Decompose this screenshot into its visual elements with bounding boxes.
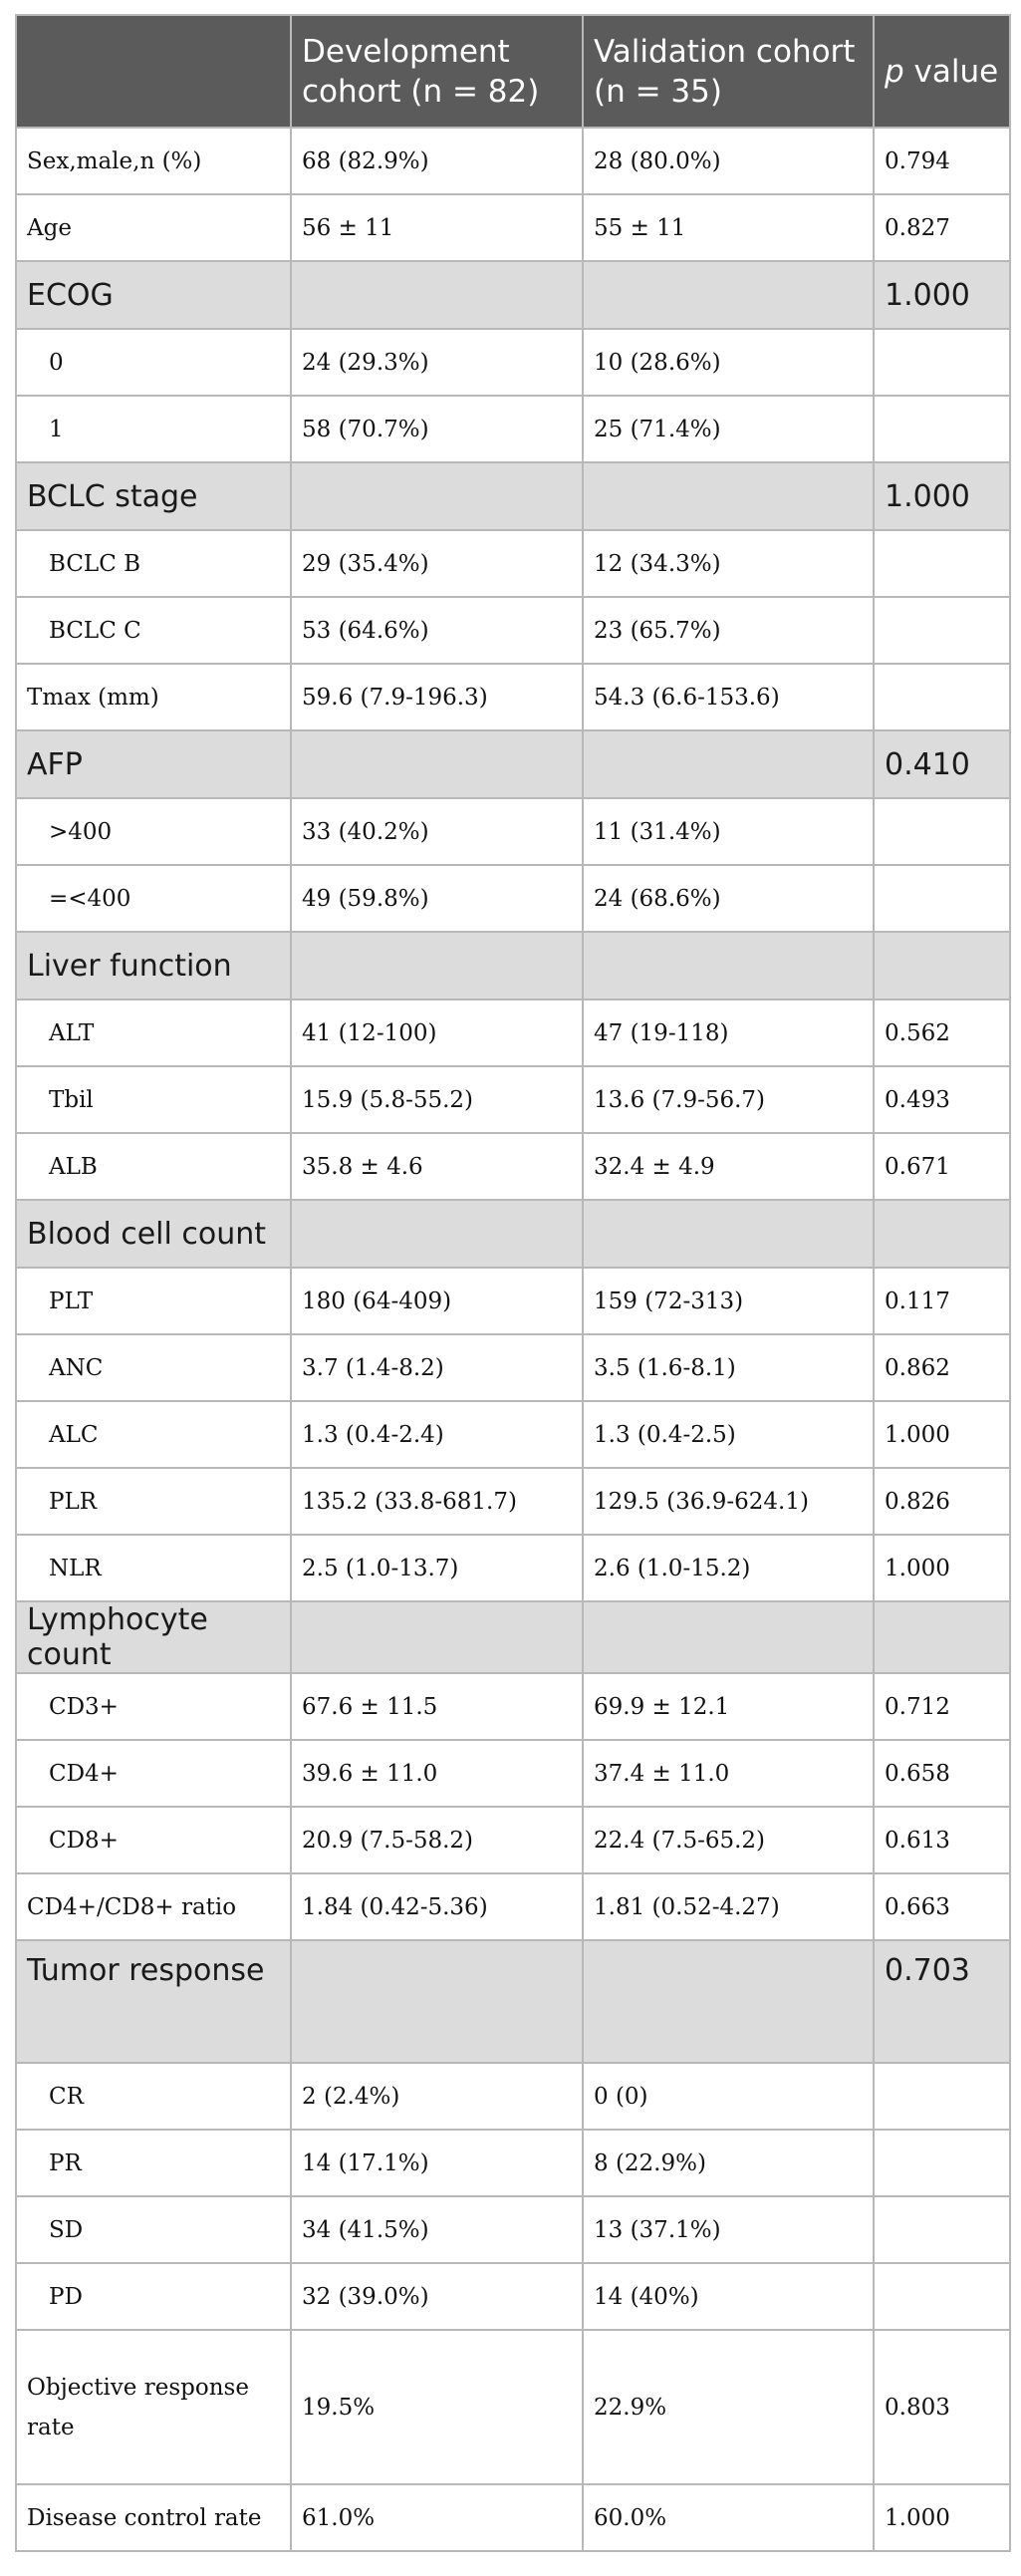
table-row [16, 865, 1010, 932]
validation-cohort-cell: 60.0% [583, 2484, 874, 2551]
p-value-cell [874, 329, 1010, 396]
validation-cohort-cell: 32.4 ± 4.9 [583, 1133, 874, 1200]
table-row [16, 1535, 1010, 1601]
development-cohort-cell [291, 1601, 583, 1673]
development-cohort-cell: 29 (35.4%) [291, 530, 583, 597]
p-value-cell: 0.827 [874, 194, 1010, 261]
p-value-cell: 0.493 [874, 1066, 1010, 1133]
development-cohort-cell: 41 (12-100) [291, 1000, 583, 1066]
row-label: PD [16, 2263, 291, 2330]
p-value-cell [874, 2130, 1010, 2196]
row-label: Liver function [16, 932, 291, 1000]
table-row [16, 1066, 1010, 1133]
validation-cohort-cell: 23 (65.7%) [583, 597, 874, 664]
development-cohort-cell: 33 (40.2%) [291, 798, 583, 865]
development-cohort-cell: 49 (59.8%) [291, 865, 583, 932]
row-label: AFP [16, 730, 291, 798]
row-label: BCLC stage [16, 462, 291, 530]
header-development-cohort: Development cohort (n = 82) [291, 15, 583, 128]
table-row [16, 1807, 1010, 1873]
table-row [16, 1334, 1010, 1401]
row-label: ALC [16, 1401, 291, 1468]
development-cohort-cell [291, 261, 583, 329]
row-label: BCLC B [16, 530, 291, 597]
validation-cohort-cell: 55 ± 11 [583, 194, 874, 261]
validation-cohort-cell: 129.5 (36.9-624.1) [583, 1468, 874, 1535]
p-value-cell: 0.117 [874, 1268, 1010, 1334]
validation-cohort-cell: 1.81 (0.52-4.27) [583, 1873, 874, 1940]
validation-cohort-cell: 10 (28.6%) [583, 329, 874, 396]
table-row [16, 530, 1010, 597]
validation-cohort-cell [583, 261, 874, 329]
p-value-cell [874, 2063, 1010, 2130]
cohort-characteristics-table [15, 14, 1011, 2552]
section-header-row [16, 730, 1010, 798]
row-label: Lymphocyte count [16, 1601, 291, 1673]
row-label: ALT [16, 1000, 291, 1066]
row-label: CR [16, 2063, 291, 2130]
section-header-row [16, 1940, 1010, 2063]
p-value-cell: 0.410 [874, 730, 1010, 798]
table-row [16, 1673, 1010, 1740]
p-value-cell: 1.000 [874, 2484, 1010, 2551]
row-label: PR [16, 2130, 291, 2196]
validation-cohort-cell: 24 (68.6%) [583, 865, 874, 932]
row-label: ANC [16, 1334, 291, 1401]
table-row [16, 2063, 1010, 2130]
validation-cohort-cell: 22.9% [583, 2330, 874, 2484]
table-row [16, 597, 1010, 664]
header-row [16, 15, 1010, 128]
row-label: >400 [16, 798, 291, 865]
section-header-row [16, 261, 1010, 329]
p-value-cell [874, 798, 1010, 865]
p-value-cell: 1.000 [874, 261, 1010, 329]
table-row [16, 329, 1010, 396]
row-label: PLT [16, 1268, 291, 1334]
development-cohort-cell: 61.0% [291, 2484, 583, 2551]
row-label: =<400 [16, 865, 291, 932]
validation-cohort-cell: 54.3 (6.6-153.6) [583, 664, 874, 730]
validation-cohort-cell: 13 (37.1%) [583, 2196, 874, 2263]
validation-cohort-cell: 22.4 (7.5-65.2) [583, 1807, 874, 1873]
table-body [16, 128, 1010, 2551]
p-value-cell [874, 2196, 1010, 2263]
development-cohort-cell: 20.9 (7.5-58.2) [291, 1807, 583, 1873]
row-label: CD3+ [16, 1673, 291, 1740]
validation-cohort-cell: 1.3 (0.4-2.5) [583, 1401, 874, 1468]
table-row [16, 194, 1010, 261]
p-value-cell [874, 597, 1010, 664]
validation-cohort-cell [583, 932, 874, 1000]
table-header [16, 15, 1010, 128]
p-value-cell: 0.794 [874, 128, 1010, 194]
section-header-row [16, 932, 1010, 1000]
development-cohort-cell: 53 (64.6%) [291, 597, 583, 664]
development-cohort-cell: 2.5 (1.0-13.7) [291, 1535, 583, 1601]
p-value-cell: 0.658 [874, 1740, 1010, 1807]
table-row [16, 1268, 1010, 1334]
row-label: CD8+ [16, 1807, 291, 1873]
section-header-row [16, 1601, 1010, 1673]
validation-cohort-cell: 14 (40%) [583, 2263, 874, 2330]
development-cohort-cell: 59.6 (7.9-196.3) [291, 664, 583, 730]
validation-cohort-cell: 37.4 ± 11.0 [583, 1740, 874, 1807]
development-cohort-cell [291, 1200, 583, 1268]
row-label: PLR [16, 1468, 291, 1535]
validation-cohort-cell: 25 (71.4%) [583, 396, 874, 462]
validation-cohort-cell [583, 462, 874, 530]
development-cohort-cell: 2 (2.4%) [291, 2063, 583, 2130]
p-value-cell [874, 865, 1010, 932]
validation-cohort-cell [583, 1940, 874, 2063]
development-cohort-cell: 34 (41.5%) [291, 2196, 583, 2263]
section-header-row [16, 462, 1010, 530]
table-row [16, 396, 1010, 462]
p-value-cell [874, 396, 1010, 462]
row-label: 0 [16, 329, 291, 396]
table-row [16, 1873, 1010, 1940]
table-row [16, 2330, 1010, 2484]
validation-cohort-cell: 3.5 (1.6-8.1) [583, 1334, 874, 1401]
development-cohort-cell: 1.84 (0.42-5.36) [291, 1873, 583, 1940]
validation-cohort-cell: 159 (72-313) [583, 1268, 874, 1334]
row-label: Objective response rate [16, 2330, 291, 2484]
row-label: ALB [16, 1133, 291, 1200]
row-label: Blood cell count [16, 1200, 291, 1268]
row-label: 1 [16, 396, 291, 462]
table-row [16, 664, 1010, 730]
row-label: CD4+ [16, 1740, 291, 1807]
development-cohort-cell: 67.6 ± 11.5 [291, 1673, 583, 1740]
table-row [16, 2130, 1010, 2196]
development-cohort-cell: 1.3 (0.4-2.4) [291, 1401, 583, 1468]
development-cohort-cell: 56 ± 11 [291, 194, 583, 261]
header-validation-cohort: Validation cohort (n = 35) [583, 15, 874, 128]
p-value-cell: 0.663 [874, 1873, 1010, 1940]
development-cohort-cell: 24 (29.3%) [291, 329, 583, 396]
development-cohort-cell: 135.2 (33.8-681.7) [291, 1468, 583, 1535]
development-cohort-cell: 19.5% [291, 2330, 583, 2484]
table-row [16, 1740, 1010, 1807]
validation-cohort-cell: 69.9 ± 12.1 [583, 1673, 874, 1740]
header-p-rest: value [903, 53, 999, 90]
table-row [16, 1468, 1010, 1535]
row-label: ECOG [16, 261, 291, 329]
development-cohort-cell: 32 (39.0%) [291, 2263, 583, 2330]
row-label: Tumor response [16, 1940, 291, 2063]
development-cohort-cell: 14 (17.1%) [291, 2130, 583, 2196]
p-value-cell [874, 530, 1010, 597]
validation-cohort-cell: 11 (31.4%) [583, 798, 874, 865]
p-value-cell: 0.826 [874, 1468, 1010, 1535]
header-label-column [16, 15, 291, 128]
p-value-cell: 1.000 [874, 1401, 1010, 1468]
development-cohort-cell [291, 462, 583, 530]
validation-cohort-cell: 2.6 (1.0-15.2) [583, 1535, 874, 1601]
validation-cohort-cell [583, 1200, 874, 1268]
p-value-cell: 0.613 [874, 1807, 1010, 1873]
development-cohort-cell: 3.7 (1.4-8.2) [291, 1334, 583, 1401]
development-cohort-cell [291, 1940, 583, 2063]
p-value-cell: 0.562 [874, 1000, 1010, 1066]
p-value-cell: 1.000 [874, 1535, 1010, 1601]
table-row [16, 2196, 1010, 2263]
p-value-cell: 0.803 [874, 2330, 1010, 2484]
header-p-value [874, 15, 1010, 128]
development-cohort-cell: 39.6 ± 11.0 [291, 1740, 583, 1807]
validation-cohort-cell: 13.6 (7.9-56.7) [583, 1066, 874, 1133]
table-row [16, 798, 1010, 865]
header-p-italic: p [885, 53, 904, 90]
section-header-row [16, 1200, 1010, 1268]
table-row [16, 2263, 1010, 2330]
validation-cohort-cell [583, 730, 874, 798]
p-value-cell: 0.712 [874, 1673, 1010, 1740]
p-value-cell: 0.862 [874, 1334, 1010, 1401]
row-label: SD [16, 2196, 291, 2263]
development-cohort-cell: 35.8 ± 4.6 [291, 1133, 583, 1200]
row-label: BCLC C [16, 597, 291, 664]
row-label: CD4+/CD8+ ratio [16, 1873, 291, 1940]
development-cohort-cell [291, 932, 583, 1000]
table-row [16, 1133, 1010, 1200]
table-row [16, 1000, 1010, 1066]
validation-cohort-cell: 28 (80.0%) [583, 128, 874, 194]
row-label: NLR [16, 1535, 291, 1601]
validation-cohort-cell: 12 (34.3%) [583, 530, 874, 597]
table-row [16, 128, 1010, 194]
p-value-cell [874, 1200, 1010, 1268]
development-cohort-cell: 15.9 (5.8-55.2) [291, 1066, 583, 1133]
p-value-cell: 0.703 [874, 1940, 1010, 2063]
row-label: Tmax (mm) [16, 664, 291, 730]
development-cohort-cell: 180 (64-409) [291, 1268, 583, 1334]
p-value-cell [874, 1601, 1010, 1673]
p-value-cell: 0.671 [874, 1133, 1010, 1200]
development-cohort-cell: 58 (70.7%) [291, 396, 583, 462]
p-value-cell [874, 932, 1010, 1000]
validation-cohort-cell: 0 (0) [583, 2063, 874, 2130]
p-value-cell: 1.000 [874, 462, 1010, 530]
row-label: Disease control rate [16, 2484, 291, 2551]
row-label: Tbil [16, 1066, 291, 1133]
validation-cohort-cell: 47 (19-118) [583, 1000, 874, 1066]
validation-cohort-cell [583, 1601, 874, 1673]
table-row [16, 2484, 1010, 2551]
table-row [16, 1401, 1010, 1468]
p-value-cell [874, 2263, 1010, 2330]
development-cohort-cell [291, 730, 583, 798]
row-label: Sex,male,n (%) [16, 128, 291, 194]
validation-cohort-cell: 8 (22.9%) [583, 2130, 874, 2196]
p-value-cell [874, 664, 1010, 730]
row-label: Age [16, 194, 291, 261]
development-cohort-cell: 68 (82.9%) [291, 128, 583, 194]
